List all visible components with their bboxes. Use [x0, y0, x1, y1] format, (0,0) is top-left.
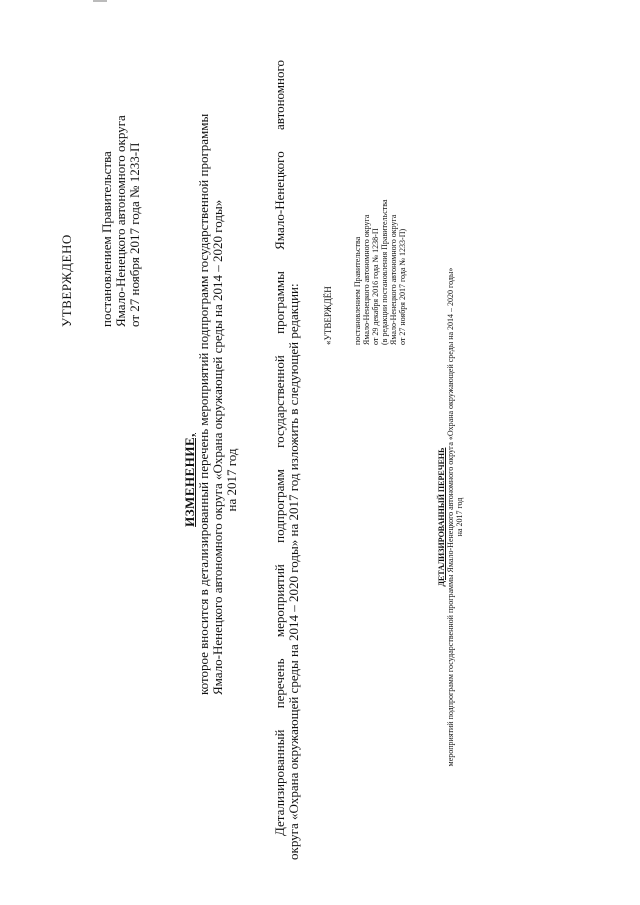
inner-approval-line: Ямало-Ненецкого автономного округа — [362, 214, 371, 345]
detailed-list-heading: ДЕТАЛИЗИРОВАННЫЙ ПЕРЕЧЕНЬ — [437, 447, 446, 587]
detailed-list-line: на 2017 год — [455, 497, 464, 537]
inner-approval-block — [324, 200, 407, 346]
change-heading: ИЗМЕНЕНИЕ, — [182, 433, 197, 527]
change-line: на 2017 год — [224, 448, 239, 512]
detailed-list-line: мероприятий подпрограмм государственной программы Ямало-Ненецкого автономного округа «Охрана окружающей среды на 2014 – 2020 годы» — [446, 267, 455, 767]
change-line: которое вносится в детализированный перечень мероприятий подпрограмм государственной программы — [196, 113, 211, 695]
inner-approval-line: (в редакции постановления Правительства — [380, 199, 389, 345]
detailed-list-block — [437, 257, 464, 777]
inner-approval-line: постановлением Правительства — [353, 236, 362, 345]
approval-line: Ямало-Ненецкого автономного округа — [113, 115, 128, 327]
approval-line: от 27 ноября 2017 года № 1233-П — [127, 142, 142, 327]
change-line: Ямало-Ненецкого автономного округа «Охрана окружающей среды на 2014 – 2020 годы» — [210, 199, 225, 695]
inner-approval-line: от 27 ноября 2017 года № 1233-П) — [398, 228, 407, 345]
change-block — [182, 113, 239, 695]
approval-title: УТВЕРЖДЕНО — [59, 234, 74, 327]
paragraph-line: Детализированный перечень мероприятий подпрограмм государственной программы Ямало-Ненецкого автономного — [272, 60, 287, 836]
inner-approval-line: от 29 декабря 2016 года № 1238-П — [371, 228, 380, 345]
approval-line: постановлением Правительства — [99, 151, 114, 327]
approval-block — [60, 115, 142, 327]
inner-approval-line: Ямало-Ненецкого автономного округа — [389, 214, 398, 345]
paragraph-line: округа «Охрана окружающей среды на 2014 – 2020 годы» на 2017 год изложить в следующей редакции: — [286, 283, 301, 860]
body-paragraph — [273, 60, 301, 860]
inner-approval-title: «УТВЕРЖДЁН — [323, 286, 333, 345]
